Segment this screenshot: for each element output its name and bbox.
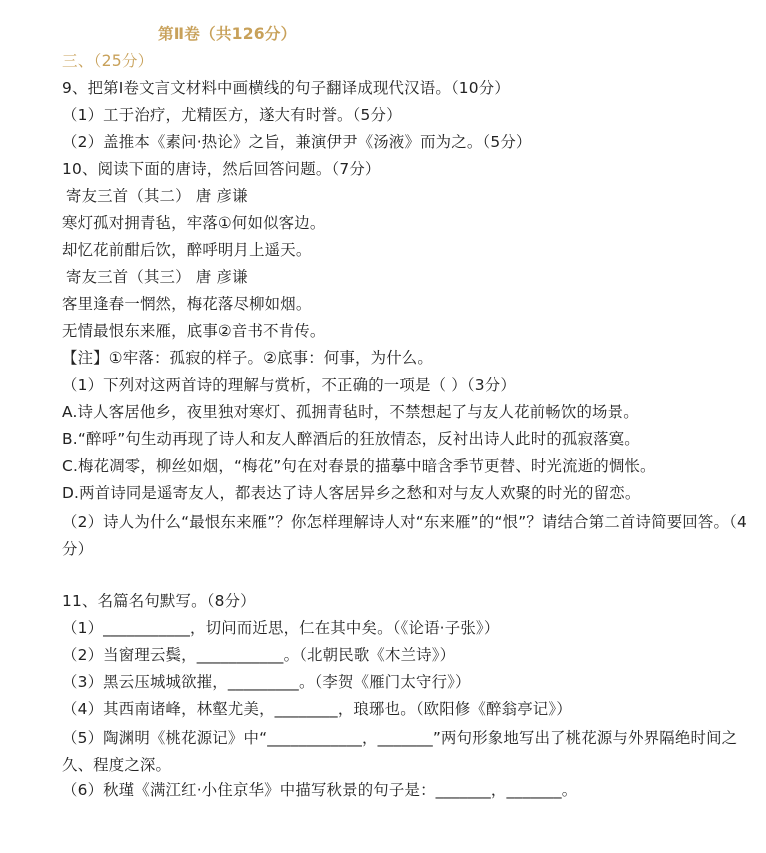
option-a: A.诗人客居他乡，夜里独对寒灯、孤拥青毡时，不禁想起了与友人花前畅饮的场景。: [62, 403, 639, 421]
paper-title: 第Ⅱ卷（共126分）: [158, 25, 297, 43]
poem2-title: 寄友三首（其三） 唐 彦谦: [66, 268, 248, 286]
q11-item-4: （4）其西南诸峰，林壑尤美，________，琅琊也。（欧阳修《醉翁亭记》）: [62, 700, 572, 718]
poem1-title: 寄友三首（其二） 唐 彦谦: [66, 187, 248, 205]
q9-item-1: （1）工于治疗，尤精医方，遂大有时誉。（5分）: [62, 106, 402, 124]
q11-item-3: （3）黑云压城城欲摧，_________。（李贺《雁门太守行》）: [62, 673, 471, 691]
option-b: B.“醉呼”句生动再现了诗人和友人醉酒后的狂放情态，反衬出诗人此时的孤寂落寞。: [62, 430, 640, 448]
section-heading: 三、（25分）: [62, 52, 154, 70]
poem1-line-1: 寒灯孤对拥青毡，牢落①何如似客边。: [62, 214, 326, 232]
q11-stem: 11、名篇名句默写。（8分）: [62, 592, 256, 610]
poem2-line-2: 无情最恨东来雁，底事②音书不肯传。: [62, 322, 326, 340]
q11-item-6: （6）秋瑾《满江红·小住京华》中描写秋景的句子是：_______，_______。: [62, 781, 578, 799]
option-d: D.两首诗同是遥寄友人，都表达了诗人客居异乡之愁和对与友人欢聚的时光的留恋。: [62, 484, 641, 502]
poem-note: 【注】①牢落：孤寂的样子。②底事：何事，为什么。: [62, 349, 433, 367]
q11-item-2: （2）当窗理云鬓，___________。（北朝民歌《木兰诗》）: [62, 646, 456, 664]
q11-item-5: （5）陶渊明《桃花源记》中“____________，_______”两句形象地写出了桃花源与外界隔绝时间之久、程度之深。: [62, 729, 738, 774]
option-c: C.梅花凋零，柳丝如烟，“梅花”句在对春景的描摹中暗含季节更替、时光流逝的惆怅。: [62, 457, 656, 475]
poem2-line-1: 客里逢春一惘然，梅花落尽柳如烟。: [62, 295, 312, 313]
q9-item-2: （2）盖推本《素问·热论》之旨，兼演伊尹《汤液》而为之。（5分）: [62, 133, 532, 151]
q10-sub2: （2）诗人为什么“最恨东来雁”？你怎样理解诗人对“东来雁”的“恨”？请结合第二首诗简要回答。（4分）: [62, 513, 747, 558]
q9-stem: 9、把第Ⅰ卷文言文材料中画横线的句子翻译成现代汉语。（10分）: [62, 79, 510, 97]
q11-item-1: （1）___________，切问而近思，仁在其中矣。（《论语·子张》）: [62, 619, 500, 637]
poem1-line-2: 却忆花前酣后饮，醉呼明月上遥天。: [62, 241, 312, 259]
q10-stem: 10、阅读下面的唐诗，然后回答问题。（7分）: [62, 160, 381, 178]
q10-sub1: （1）下列对这两首诗的理解与赏析，不正确的一项是（ ）（3分）: [62, 376, 516, 394]
